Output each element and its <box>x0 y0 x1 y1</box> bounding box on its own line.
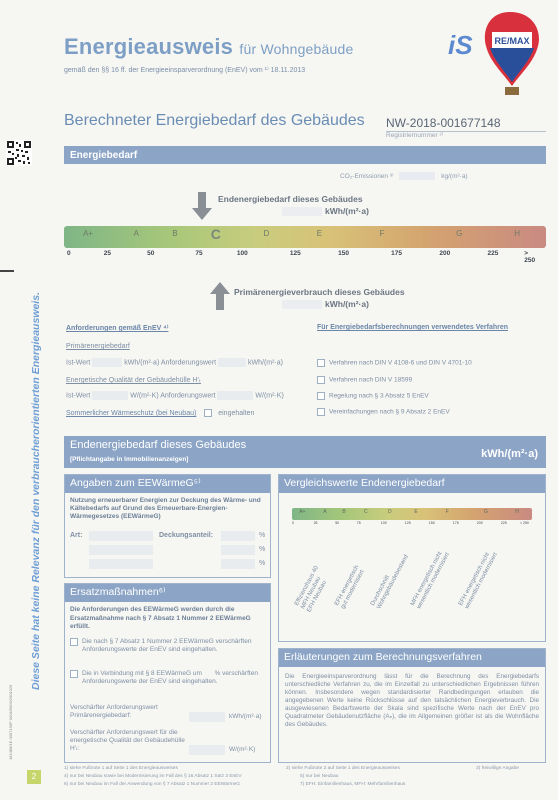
primary-demand-row <box>66 358 283 367</box>
art-label: Art: <box>70 532 83 539</box>
side-mark <box>0 270 14 272</box>
explanations-text: Die Energieeinsparverordnung lässt für die Berechnung des Energiebedarfs unterschiedliche Verfahren zu, die im Einzelfall zu unterschiedlichen Ergebnissen führen können. Insbesondere wegen standardisierter Randbedingungen erlauben die angegebenen Werte keine Rückschlüsse auf den tatsächlichen Energieverbrauch. Die ausgewiesenen Bedarfswerte der Skala sind spezifische Werte nach der EnEV pro Quadratmeter Gebäudenutzfläche (Aₙ), die im Allgemeinen größer ist als die Wohnfläche des Gebäudes. <box>285 673 539 728</box>
art-field-2 <box>89 545 153 555</box>
eingehalten-label: eingehalten <box>218 409 255 417</box>
scale-number: 225 <box>487 250 499 257</box>
deckung-field-1 <box>221 531 255 541</box>
primary-energy-unit: kWh/(m²·a) <box>325 299 369 309</box>
comparison-scale-letters <box>292 509 532 519</box>
comparison-letter: B <box>342 509 346 515</box>
anforderung-unit-2: W/(m²·K) <box>255 392 284 400</box>
method-item[interactable]: Verfahren nach DIN V 4108-6 und DIN V 4701-10 <box>317 359 472 367</box>
substitute-checkbox-2[interactable] <box>70 670 78 678</box>
art-field-1 <box>89 531 153 541</box>
ist-wert-field <box>92 358 122 367</box>
scale-number: 150 <box>338 250 349 257</box>
hull-quality-row <box>66 391 284 400</box>
footnote: 2) siehe Fußnote 2 auf Seite 1 des Energieausweises <box>286 766 400 771</box>
scale-number: 125 <box>289 250 301 257</box>
scale-number: > 250 <box>524 250 536 264</box>
ist-wert-unit-2: W/(m²·K) <box>130 392 159 400</box>
deckung-label: Deckungsanteil: <box>159 532 214 539</box>
anforderung-field-2 <box>217 391 253 400</box>
energiebedarf-title: Energiebedarf <box>70 149 138 161</box>
method-checkbox[interactable] <box>317 392 325 400</box>
substitute-measures-title: Ersatzmaßnahmen⁶⁾ <box>65 584 270 602</box>
anforderung-label: Anforderungswert <box>160 359 217 367</box>
scale-letter: H <box>514 229 520 238</box>
comparison-letter: A+ <box>299 509 306 515</box>
substitute-checkbox-1[interactable] <box>70 638 78 646</box>
comparison-letter: F <box>445 509 449 515</box>
scale-number: 25 <box>103 250 111 257</box>
methods-title: Für Energiebedarfsberechnungen verwendetes Verfahren <box>317 324 509 331</box>
comparison-label: EFH energetisch gut modernisiert <box>334 564 366 611</box>
end-energy-field <box>282 207 322 216</box>
end-energy-header-unit: kWh/(m²·a) <box>481 448 538 460</box>
end-energy-label: Endenergiebedarf dieses Gebäudes <box>218 194 363 204</box>
deckung-field-2 <box>221 545 255 555</box>
percent-2: % <box>259 546 266 553</box>
co2-value-field <box>399 172 435 180</box>
explanations-panel <box>278 648 546 763</box>
comparison-number: 150 <box>428 521 435 525</box>
method-checkbox[interactable] <box>317 408 325 416</box>
ist-wert-label-2: Ist-Wert <box>66 392 91 400</box>
energy-scale-letters <box>64 226 546 245</box>
method-checkbox[interactable] <box>317 376 325 384</box>
comparison-label: EFH energetisch nicht wesentlich modernisiert <box>458 551 499 611</box>
summer-protection-row <box>66 409 254 417</box>
stricter-hull-label: Verschärfter Anforderungswert für die energetische Qualität der Gebäudehülle H′ₜ: <box>70 729 185 752</box>
requirements-title: Anforderungen gemäß EnEV ⁴⁾ <box>66 325 169 332</box>
scale-number: 50 <box>147 250 155 257</box>
end-energy-header-title: Endenergiebedarf dieses Gebäudes <box>70 439 247 451</box>
method-item[interactable]: Vereinfachungen nach § 9 Absatz 2 EnEV <box>317 408 450 416</box>
method-item[interactable]: Verfahren nach DIN V 18599 <box>317 376 412 384</box>
stricter-primary-field <box>189 712 225 722</box>
primary-energy-arrow-icon <box>210 282 230 310</box>
page-number: 2 <box>27 770 41 784</box>
substitute-option-1[interactable]: Die nach § 7 Absatz 1 Nummer 2 EEWärmeG verschärften Anforderungswerte der EnEV sind eingehalten. <box>70 638 266 654</box>
anforderung-field <box>218 358 246 367</box>
comparison-number: 25 <box>313 521 318 525</box>
explanations-title: Erläuterungen zum Berechnungsverfahren <box>279 649 545 667</box>
comparison-number: 75 <box>356 521 361 525</box>
comparison-letter: D <box>388 509 392 515</box>
section-title: Berechneter Energiebedarf des Gebäudes <box>64 112 365 129</box>
ist-wert-unit: kWh/(m²·a) <box>124 359 160 367</box>
scale-letter: G <box>456 229 463 238</box>
co2-emissions <box>340 172 468 180</box>
qr-code <box>6 140 32 166</box>
side-code: 181488/1E 0007156P 0004/6003/2001026 <box>8 684 13 760</box>
stricter-primary-label: Verschärfter Anforderungswert Primärenergiebedarf: <box>70 704 158 719</box>
scale-letter: F <box>379 229 385 238</box>
remax-logo <box>448 8 552 96</box>
scale-number: 0 <box>67 250 71 257</box>
footnote: 4) nur bei Neubau sowie bei Modernisierung im Fall des § 16 Absatz 1 Satz 3 EnEV <box>64 774 242 779</box>
comparison-number: 200 <box>476 521 483 525</box>
comparison-label: Durchschnitt Wohngebäudebestand <box>370 554 410 611</box>
scale-letter: A <box>133 229 139 238</box>
footnote: 6) nur bei Neubau im Fall der Anwendung von § 7 Absatz 1 Nummer 2 EEWärmeG <box>64 782 240 787</box>
primary-energy-label: Primärenergieverbrauch dieses Gebäudes <box>234 287 405 297</box>
scale-number: 75 <box>195 250 203 257</box>
footnote: 5) nur bei Neubau <box>300 774 339 779</box>
eewaermeg-text: Nutzung erneuerbarer Energien zur Deckung des Wärme- und Kältebedarfs auf Grund des Erneuerbare-Energien-Wärmegesetzes (EEWärmeG) <box>70 497 261 520</box>
energiebedarf-header <box>64 146 546 164</box>
comparison-number: 0 <box>292 521 294 525</box>
scale-letter: E <box>316 229 323 238</box>
energy-scale-numbers <box>64 250 546 264</box>
art-field-3 <box>89 559 153 569</box>
comparison-number: > 250 <box>520 521 529 525</box>
stricter-primary-unit: kWh/(m²·a) <box>229 713 262 720</box>
end-energy-unit: kWh/(m²·a) <box>325 206 369 216</box>
footnote: 3) freiwillige Angabe <box>476 766 519 771</box>
comparison-letter: C <box>364 509 368 515</box>
substitute-measures-panel <box>64 583 271 763</box>
deckung-field-3 <box>221 559 255 569</box>
end-energy-header <box>64 436 546 468</box>
end-energy-arrow-icon <box>192 192 212 220</box>
ist-wert-field-2 <box>92 391 128 400</box>
scale-number: 200 <box>439 250 451 257</box>
primary-demand-label: Primärenergiebedarf <box>66 343 130 350</box>
scale-number: 175 <box>391 250 403 257</box>
comparison-label: MFH energetisch nicht wesentlich modernisiert <box>410 550 451 611</box>
anforderung-label-2: Anforderungswert <box>160 392 216 400</box>
eewaermeg-panel <box>64 474 271 578</box>
percent-1: % <box>259 532 266 539</box>
title-rest: für Wohngebäude <box>239 41 354 57</box>
stricter-hull-field <box>189 745 225 755</box>
logo-text: RE/MAX <box>494 36 530 46</box>
scale-letter: C <box>210 226 221 242</box>
ist-wert-label: Ist-Wert <box>66 359 91 367</box>
footnote: 7) EFH: Einfamilienhaus, MFH: Mehrfamilienhaus <box>300 782 406 787</box>
eewaermeg-title: Angaben zum EEWärmeG⁵⁾ <box>65 475 270 493</box>
footnote: 1) siehe Fußnote 1 auf Seite 1 des Energieausweises <box>64 766 178 771</box>
substitute-intro: Die Anforderungen des EEWärmeG werden durch die Ersatzmaßnahme nach § 7 Absatz 1 Nummer 2 EEWärmeG erfüllt. <box>70 606 251 630</box>
scale-letter: A+ <box>83 229 94 238</box>
comparison-number: 225 <box>500 521 507 525</box>
summer-protection-checkbox[interactable] <box>204 409 212 417</box>
title-main: Energieausweis <box>64 34 234 59</box>
method-checkbox[interactable] <box>317 359 325 367</box>
comparison-letter: A <box>323 509 327 515</box>
end-energy-value <box>282 206 369 216</box>
scale-number: 100 <box>236 250 248 257</box>
summer-protection-label: Sommerlicher Wärmeschutz (bei Neubau) <box>66 409 197 417</box>
comparison-title: Vergleichswerte Endenergiebedarf <box>279 475 545 493</box>
co2-label: CO₂-Emissionen ³⁾ <box>340 173 394 180</box>
side-note: Diese Seite hat keine Relevanz für den verbraucherorientierten Energieausweis. <box>30 292 42 690</box>
percent-3: % <box>259 560 266 567</box>
hull-quality-label: Energetische Qualität der Gebäudehülle H′ₜ <box>66 377 201 384</box>
registration-label: Registriernummer ²⁾ <box>386 132 444 139</box>
page-title <box>64 34 353 60</box>
comparison-letter: H <box>515 509 519 515</box>
comparison-number: 125 <box>404 521 411 525</box>
svg-text:iS: iS <box>448 30 473 60</box>
scale-letter: D <box>263 229 270 238</box>
comparison-number: 50 <box>335 521 340 525</box>
substitute-option-2[interactable]: Die in Verbindung mit § 8 EEWärmeG um % verschärften Anforderungswerte der EnEV sind eingehalten. <box>70 670 266 686</box>
end-energy-header-subtitle: [Pflichtangabe in Immobilienanzeigen] <box>70 456 189 463</box>
co2-unit: kg/(m²·a) <box>441 173 468 180</box>
comparison-letter: G <box>484 509 488 515</box>
comparison-letter: E <box>414 509 418 515</box>
comparison-number: 175 <box>452 521 459 525</box>
stricter-hull-unit: W/(m²·K) <box>229 746 256 753</box>
primary-energy-value <box>282 299 369 309</box>
method-item[interactable]: Regelung nach § 3 Absatz 5 EnEV <box>317 392 429 400</box>
anforderung-unit: kWh/(m²·a) <box>248 359 284 367</box>
scale-letter: B <box>172 229 178 238</box>
registration-number: NW-2018-001677148 <box>386 116 501 130</box>
comparison-scale-numbers <box>292 521 532 527</box>
primary-energy-field <box>282 300 322 309</box>
page-subtitle: gemäß den §§ 16 ff. der Energieeinsparverordnung (EnEV) vom ¹⁾ 18.11.2013 <box>64 67 306 74</box>
comparison-number: 100 <box>380 521 387 525</box>
comparison-label: Effizienzhaus 40 MFH Neubau EFH Neubau <box>294 565 328 614</box>
